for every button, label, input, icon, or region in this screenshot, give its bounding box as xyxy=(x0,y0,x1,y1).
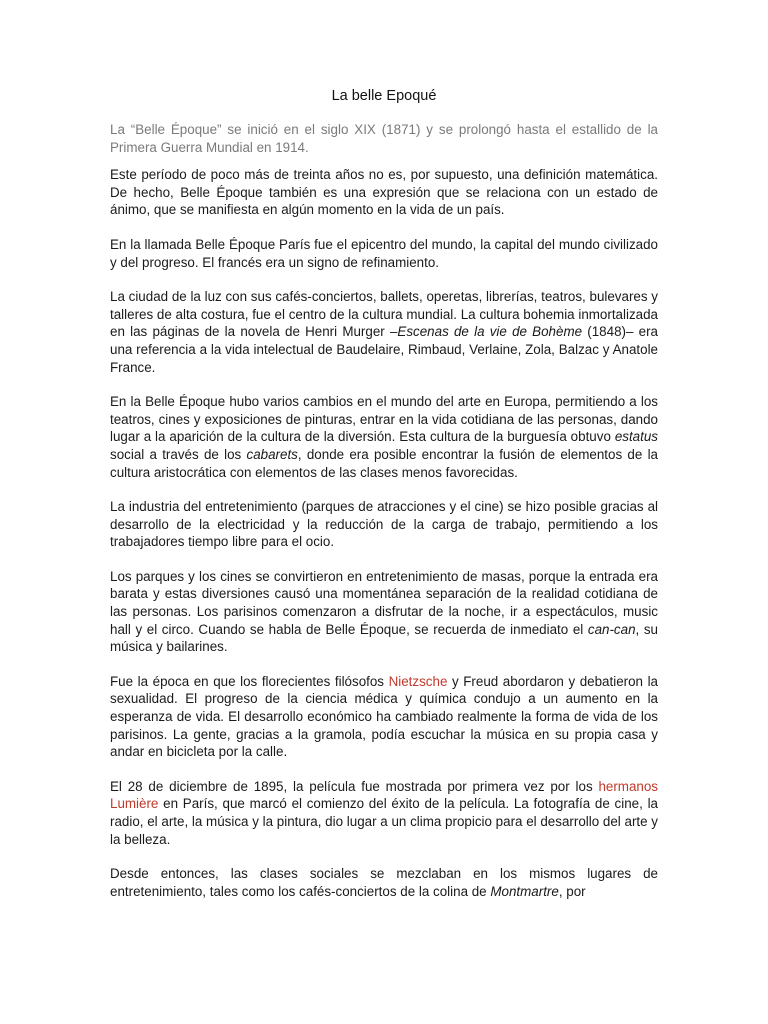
paragraph-5: La industria del entretenimiento (parques de atracciones y el cine) se hizo posible gracias al desarrollo de la electricidad y la reducción de la carga de trabajo, permitiendo a los trabajadores tiempo libre para el ocio. xyxy=(110,499,658,550)
emphasis-term: cabarets xyxy=(246,446,298,462)
text-span: (1848)– era una referencia a la vida intelectual de Baudelaire, Rimbaud, Verlaine, Zola, Balzac y Anatole France. xyxy=(110,324,659,375)
page-title: La belle Epoqué xyxy=(331,88,437,104)
text-span: Fue la época en que los florecientes filósofos xyxy=(110,673,389,689)
book-title: Escenas de la vie de Bohème xyxy=(397,324,583,340)
emphasis-term: Montmartre xyxy=(490,883,559,899)
lumiere-link[interactable]: hermanos Lumière xyxy=(110,778,658,812)
emphasis-term: can-can xyxy=(587,621,636,637)
text-span: social a través de los xyxy=(110,446,247,462)
text-span: El 28 de diciembre de 1895, la película fue mostrada por primera vez por los xyxy=(110,778,599,794)
text-span: , por xyxy=(558,883,586,899)
paragraph-4 xyxy=(110,393,658,481)
paragraph-3 xyxy=(110,288,658,376)
text-span: Los parques y los cines se convirtieron en entretenimiento de masas, porque la entrada era barata y estas diversiones causó una momentánea separación de la realidad cotidiana de las personas. Los parisinos comenzaron a disfrutar de la noche, ir a espectáculos, music hall y el circo. Cuando se habla de Belle Époque, se recuerda de inmediato el xyxy=(110,568,658,637)
paragraph-7 xyxy=(110,673,658,761)
text-span: La ciudad de la luz con sus cafés-conciertos, ballets, operetas, librerías, teatros, bulevares y talleres de alta costura, fue el centro de la cultura mundial. La cultura bohemia inmortalizada en las páginas de la novela de Henri Murger – xyxy=(110,289,658,340)
intro-paragraph: La “Belle Époque” se inició en el siglo XIX (1871) y se prolongó hasta el estallido de la Primera Guerra Mundial en 1914. xyxy=(110,122,658,155)
text-span: , donde era posible encontrar la fusión de elementos de la cultura aristocrática con elementos de las clases menos favorecidas. xyxy=(110,446,658,480)
text-span: en París, que marcó el comienzo del éxito de la película. La fotografía de cine, la radio, el arte, la música y la pintura, dio lugar a un clima propicio para el desarrollo del arte y la belleza. xyxy=(110,796,658,847)
text-span: , su música y bailarines. xyxy=(110,621,658,655)
paragraph-8 xyxy=(110,778,658,848)
nietzsche-link[interactable]: Nietzsche xyxy=(388,673,448,689)
text-span: y Freud abordaron y debatieron la sexualidad. El progreso de la ciencia médica y química condujo a un aumento en la esperanza de vida. El desarrollo económico ha cambiado realmente la forma de vida de los parisinos. La gente, gracias a la gramola, podía escuchar la música en su propia casa y andar en bicicleta por la calle. xyxy=(110,673,659,760)
paragraph-1: Este período de poco más de treinta años no es, por supuesto, una definición matemática. De hecho, Belle Époque también es una expresión que se relaciona con un estado de ánimo, que se manifiesta en algún momento en la vida de un país. xyxy=(110,167,658,218)
text-span: En la Belle Époque hubo varios cambios en el mundo del arte en Europa, permitiendo a los teatros, cines y exposiciones de pinturas, entrar en la vida cotidiana de las personas, dando lugar a la aparición de la cultura de la diversión. Esta cultura de la burguesía obtuvo xyxy=(110,394,658,445)
paragraph-2: En la llamada Belle Époque París fue el epicentro del mundo, la capital del mundo civilizado y del progreso. El francés era un signo de refinamiento. xyxy=(110,236,658,270)
text-span: Desde entonces, las clases sociales se mezclaban en los mismos lugares de entretenimiento, tales como los cafés-conciertos de la colina de xyxy=(110,866,658,899)
emphasis-term: estatus xyxy=(614,429,658,445)
paragraph-9 xyxy=(110,865,658,900)
paragraph-6 xyxy=(110,568,658,656)
